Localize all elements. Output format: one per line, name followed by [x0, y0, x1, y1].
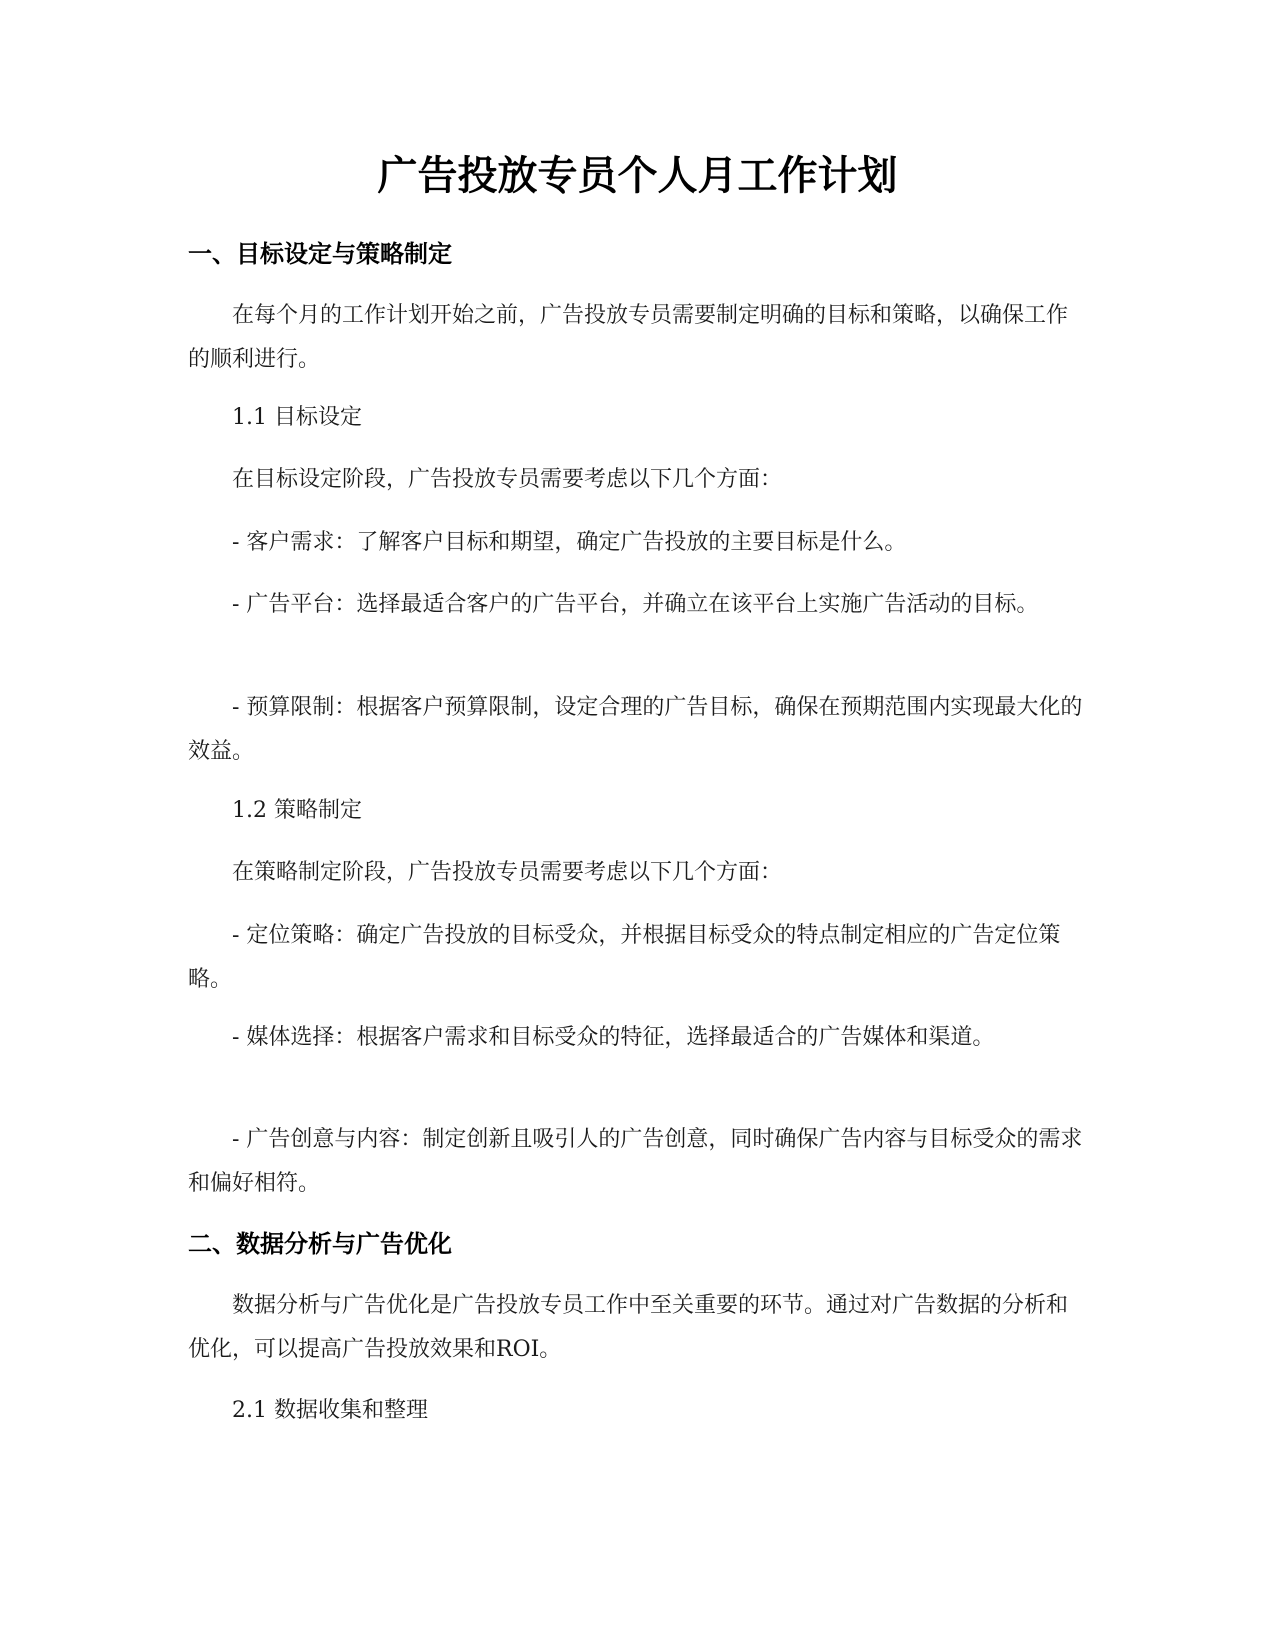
- section-2-heading: 二、数据分析与广告优化: [188, 1230, 452, 1258]
- section-2-intro: 数据分析与广告优化是广告投放专员工作中至关重要的环节。通过对广告数据的分析和优化，可以提高广告投放效果和ROI。: [188, 1293, 1069, 1362]
- subsection-1-1-title: 1.1 目标设定: [232, 405, 362, 430]
- list-item-positioning-strategy: - 定位策略：确定广告投放的目标受众，并根据目标受众的特点制定相应的广告定位策略。: [188, 923, 1061, 992]
- subsection-1-1-intro: 在目标设定阶段，广告投放专员需要考虑以下几个方面：: [232, 467, 783, 492]
- list-item-client-needs: - 客户需求：了解客户目标和期望，确定广告投放的主要目标是什么。: [232, 530, 907, 555]
- subsection-2-1-title: 2.1 数据收集和整理: [232, 1398, 428, 1423]
- subsection-1-2-intro: 在策略制定阶段，广告投放专员需要考虑以下几个方面：: [232, 860, 783, 885]
- section-1-heading: 一、目标设定与策略制定: [188, 240, 452, 268]
- section-1-intro: 在每个月的工作计划开始之前，广告投放专员需要制定明确的目标和策略，以确保工作的顺利进行。: [188, 303, 1069, 372]
- document-title: 广告投放专员个人月工作计划: [377, 153, 898, 199]
- list-item-ad-platform: - 广告平台：选择最适合客户的广告平台，并确立在该平台上实施广告活动的目标。: [232, 592, 1039, 617]
- subsection-1-2-title: 1.2 策略制定: [232, 798, 362, 823]
- list-item-ad-creative: - 广告创意与内容：制定创新且吸引人的广告创意，同时确保广告内容与目标受众的需求和偏好相符。: [188, 1127, 1083, 1196]
- list-item-media-selection: - 媒体选择：根据客户需求和目标受众的特征，选择最适合的广告媒体和渠道。: [232, 1025, 995, 1050]
- list-item-budget-limit: - 预算限制：根据客户预算限制，设定合理的广告目标，确保在预期范围内实现最大化的效益。: [188, 695, 1083, 764]
